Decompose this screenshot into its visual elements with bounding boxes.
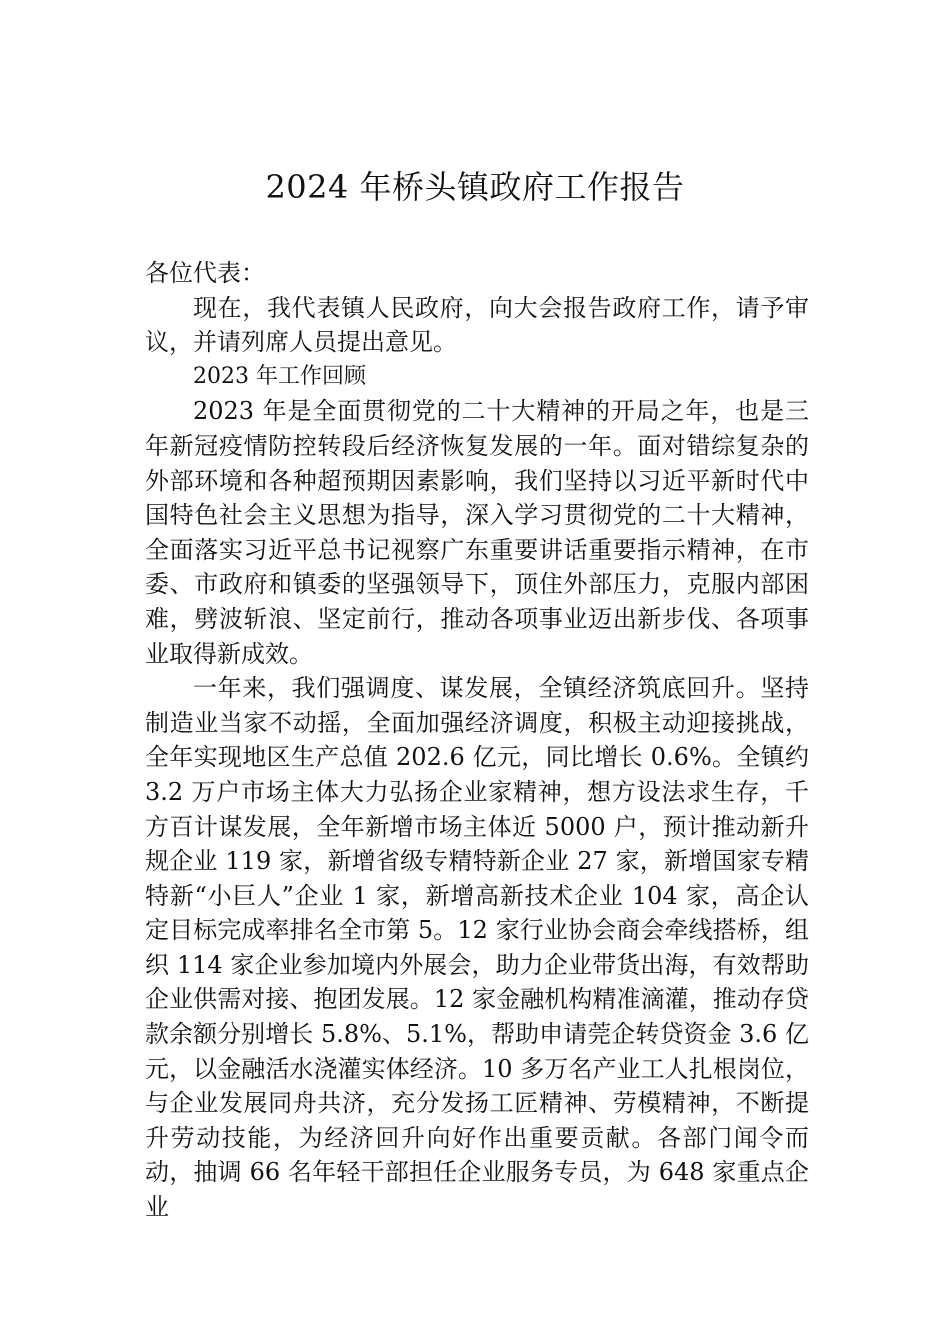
paragraph-economy: 一年来，我们强调度、谋发展，全镇经济筑底回升。坚持制造业当家不动摇，全面加强经济调度，积极主动迎接挑战，全年实现地区生产总值 202.6 亿元，同比增长 0.6%。全镇约 3.2 万户市场主体大力弘扬企业家精神，想方设法求生存，千方百计谋发展，全年新增市场主体近 5000 户，预计推动新升规企业 119 家，新增省级专精特新企业 27 家，新增国家专精特新“小巨人”企业 1 家，新增高新技术企业 104 家，高企认定目标完成率排名全市第 5。12 家行业协会商会牵线搭桥，组织 114 家企业参加境内外展会，助力企业带货出海，有效帮助企业供需对接、抱团发展。12 家金融机构精准滴灌，推动存贷款余额分别增长 5.8%、5.1%，帮助申请莞企转贷资金 3.6 亿元，以金融活水浇灌实体经济。10 多万名产业工人扎根岗位，与企业发展同舟共济，充分发扬工匠精神、劳模精神，不断提升劳动技能，为经济回升向好作出重要贡献。各部门闻令而动，抽调 66 名年轻干部担任企业服务专员，为 648 家重点企业 [145,674,809,1222]
document-body [145,256,809,1225]
document-title: 2024 年桥头镇政府工作报告 [265,168,685,206]
section-heading: 2023 年工作回顾 [193,363,366,389]
paragraph-intro: 现在，我代表镇人民政府，向大会报告政府工作，请予审议，并请列席人员提出意见。 [145,293,809,357]
salutation: 各位代表： [145,259,265,287]
paragraph-overview: 2023 年是全面贯彻党的二十大精神的开局之年，也是三年新冠疫情防控转段后经济恢复发展的一年。面对错综复杂的外部环境和各种超预期因素影响，我们坚持以习近平新时代中国特色社会主义思想为指导，深入学习贯彻党的二十大精神，全面落实习近平总书记视察广东重要讲话重要指示精神，在市委、市政府和镇委的坚强领导下，顶住外部压力，克服内部困难，劈波斩浪、坚定前行，推动各项事业迈出新步伐、各项事业取得新成效。 [145,397,809,668]
